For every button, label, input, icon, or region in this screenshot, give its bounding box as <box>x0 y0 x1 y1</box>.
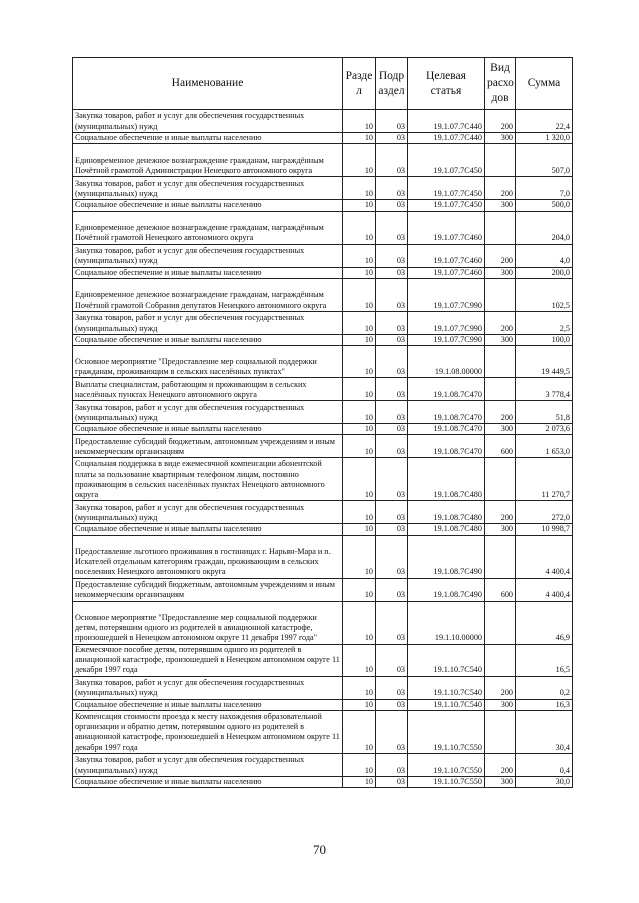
cell-expense-type: 300 <box>485 200 516 211</box>
table-row <box>73 644 573 676</box>
cell-razdel: 10 <box>343 144 376 177</box>
cell-expense-type: 200 <box>485 754 516 777</box>
cell-name: Предоставление льготного проживания в гостиницах г. Нарьян-Мара и п. Искателей отдельным категориям граждан, проживающим в сельских поселениях Ненецкого автономного округа <box>73 535 343 578</box>
cell-name: Единовременное денежное вознаграждение гражданам, награждённым Почётной грамотой Ненецкого автономного округа <box>73 211 343 244</box>
cell-expense-type <box>485 378 516 401</box>
cell-sum: 4 400,4 <box>516 535 573 578</box>
cell-expense-type <box>485 711 516 754</box>
table-row <box>73 110 573 133</box>
cell-razdel: 10 <box>343 777 376 788</box>
cell-podrazdel: 03 <box>376 676 408 699</box>
cell-name: Ежемесячное пособие детям, потерявшим одного из родителей в авиационной катастрофе, произошедшей в Ненецком автономном округе 11 декабря 1997 года <box>73 644 343 676</box>
cell-razdel: 10 <box>343 244 376 267</box>
table-row <box>73 401 573 424</box>
cell-name: Социальное обеспечение и иные выплаты населению <box>73 334 343 345</box>
cell-name: Закупка товаров, работ и услуг для обеспечения государственных (муниципальных) нужд <box>73 754 343 777</box>
cell-target-article: 19.1.08.7С470 <box>408 378 485 401</box>
cell-target-article: 19.1.10.00000 <box>408 601 485 644</box>
table-row <box>73 435 573 458</box>
cell-podrazdel: 03 <box>376 578 408 601</box>
table-row <box>73 311 573 334</box>
cell-podrazdel: 03 <box>376 133 408 144</box>
cell-name: Выплаты специалистам, работающим и проживающим в сельских населённых пунктах Ненецкого автономного округа <box>73 378 343 401</box>
cell-target-article: 19.1.07.7С990 <box>408 311 485 334</box>
table-row <box>73 424 573 435</box>
cell-razdel: 10 <box>343 378 376 401</box>
cell-target-article: 19.1.07.7С460 <box>408 211 485 244</box>
cell-target-article: 19.1.08.00000 <box>408 346 485 378</box>
cell-razdel: 10 <box>343 334 376 345</box>
cell-expense-type <box>485 144 516 177</box>
cell-sum: 500,0 <box>516 200 573 211</box>
cell-razdel: 10 <box>343 501 376 524</box>
cell-target-article: 19.1.08.7С490 <box>408 535 485 578</box>
cell-podrazdel: 03 <box>376 267 408 278</box>
cell-sum: 30,4 <box>516 711 573 754</box>
cell-name: Единовременное денежное вознаграждение гражданам, награждённым Почётной грамотой Администрации Ненецкого автономного округа <box>73 144 343 177</box>
cell-expense-type <box>485 458 516 501</box>
cell-name: Основное мероприятие "Предоставление мер социальной поддержки гражданам, проживающим в сельских населённых пунктах" <box>73 346 343 378</box>
table-body <box>73 110 573 788</box>
cell-sum: 204,0 <box>516 211 573 244</box>
cell-target-article: 19.1.08.7С470 <box>408 435 485 458</box>
cell-expense-type: 600 <box>485 578 516 601</box>
cell-name: Социальное обеспечение и иные выплаты населению <box>73 424 343 435</box>
cell-name: Единовременное денежное вознаграждение гражданам, награждённым Почётной грамотой Собрания депутатов Ненецкого автономного округа <box>73 278 343 311</box>
cell-podrazdel: 03 <box>376 501 408 524</box>
table-row <box>73 524 573 535</box>
cell-podrazdel: 03 <box>376 535 408 578</box>
cell-razdel: 10 <box>343 699 376 710</box>
table-row <box>73 601 573 644</box>
header-name: Наименование <box>73 58 343 110</box>
budget-table-page <box>72 57 572 788</box>
cell-razdel: 10 <box>343 110 376 133</box>
cell-sum: 200,0 <box>516 267 573 278</box>
cell-expense-type: 200 <box>485 244 516 267</box>
table-row <box>73 754 573 777</box>
cell-podrazdel: 03 <box>376 211 408 244</box>
table-row <box>73 777 573 788</box>
cell-name: Социальное обеспечение и иные выплаты населению <box>73 777 343 788</box>
header-expense-type: Вид расхо дов <box>485 58 516 110</box>
cell-sum: 30,0 <box>516 777 573 788</box>
table-header <box>73 58 573 110</box>
cell-sum: 2,5 <box>516 311 573 334</box>
cell-name: Предоставление субсидий бюджетным, автономным учреждениям и иным некоммерческим организациям <box>73 435 343 458</box>
cell-podrazdel: 03 <box>376 311 408 334</box>
cell-razdel: 10 <box>343 676 376 699</box>
cell-podrazdel: 03 <box>376 711 408 754</box>
cell-name: Закупка товаров, работ и услуг для обеспечения государственных (муниципальных) нужд <box>73 311 343 334</box>
cell-razdel: 10 <box>343 524 376 535</box>
cell-podrazdel: 03 <box>376 644 408 676</box>
cell-target-article: 19.1.07.7С990 <box>408 278 485 311</box>
cell-sum: 16,5 <box>516 644 573 676</box>
table-row <box>73 177 573 200</box>
cell-podrazdel: 03 <box>376 777 408 788</box>
cell-target-article: 19.1.10.7С540 <box>408 676 485 699</box>
cell-sum: 22,4 <box>516 110 573 133</box>
cell-razdel: 10 <box>343 133 376 144</box>
cell-sum: 11 270,7 <box>516 458 573 501</box>
cell-target-article: 19.1.10.7С550 <box>408 777 485 788</box>
cell-sum: 51,8 <box>516 401 573 424</box>
cell-sum: 16,3 <box>516 699 573 710</box>
cell-target-article: 19.1.10.7С540 <box>408 699 485 710</box>
cell-razdel: 10 <box>343 424 376 435</box>
cell-expense-type: 200 <box>485 311 516 334</box>
header-razdel: Разде л <box>343 58 376 110</box>
cell-name: Предоставление субсидий бюджетным, автономным учреждениям и иным некоммерческим организациям <box>73 578 343 601</box>
cell-podrazdel: 03 <box>376 401 408 424</box>
cell-sum: 2 073,6 <box>516 424 573 435</box>
cell-name: Социальное обеспечение и иные выплаты населению <box>73 133 343 144</box>
cell-target-article: 19.1.07.7С450 <box>408 200 485 211</box>
table-row <box>73 278 573 311</box>
cell-sum: 272,0 <box>516 501 573 524</box>
table-row <box>73 711 573 754</box>
cell-podrazdel: 03 <box>376 244 408 267</box>
cell-name: Закупка товаров, работ и услуг для обеспечения государственных (муниципальных) нужд <box>73 177 343 200</box>
table-row <box>73 501 573 524</box>
cell-target-article: 19.1.07.7С460 <box>408 267 485 278</box>
header-target-article: Целевая статья <box>408 58 485 110</box>
cell-name: Закупка товаров, работ и услуг для обеспечения государственных (муниципальных) нужд <box>73 401 343 424</box>
cell-sum: 102,5 <box>516 278 573 311</box>
cell-podrazdel: 03 <box>376 334 408 345</box>
cell-razdel: 10 <box>343 535 376 578</box>
table-row <box>73 378 573 401</box>
cell-target-article: 19.1.10.7С540 <box>408 644 485 676</box>
cell-podrazdel: 03 <box>376 346 408 378</box>
cell-target-article: 19.1.07.7С440 <box>408 110 485 133</box>
cell-name: Закупка товаров, работ и услуг для обеспечения государственных (муниципальных) нужд <box>73 676 343 699</box>
cell-podrazdel: 03 <box>376 601 408 644</box>
table-row <box>73 458 573 501</box>
cell-podrazdel: 03 <box>376 278 408 311</box>
cell-razdel: 10 <box>343 346 376 378</box>
cell-razdel: 10 <box>343 458 376 501</box>
cell-expense-type: 200 <box>485 401 516 424</box>
cell-target-article: 19.1.07.7С460 <box>408 244 485 267</box>
cell-razdel: 10 <box>343 435 376 458</box>
cell-razdel: 10 <box>343 401 376 424</box>
cell-target-article: 19.1.08.7С480 <box>408 524 485 535</box>
table-row <box>73 133 573 144</box>
cell-expense-type: 300 <box>485 133 516 144</box>
cell-podrazdel: 03 <box>376 378 408 401</box>
cell-podrazdel: 03 <box>376 524 408 535</box>
cell-target-article: 19.1.08.7С470 <box>408 424 485 435</box>
cell-name: Социальное обеспечение и иные выплаты населению <box>73 200 343 211</box>
cell-sum: 1 320,0 <box>516 133 573 144</box>
table-row <box>73 535 573 578</box>
cell-sum: 19 449,5 <box>516 346 573 378</box>
cell-name: Закупка товаров, работ и услуг для обеспечения государственных (муниципальных) нужд <box>73 501 343 524</box>
header-sum: Сумма <box>516 58 573 110</box>
cell-name: Закупка товаров, работ и услуг для обеспечения государственных (муниципальных) нужд <box>73 244 343 267</box>
cell-podrazdel: 03 <box>376 144 408 177</box>
cell-expense-type: 600 <box>485 435 516 458</box>
table-row <box>73 144 573 177</box>
cell-expense-type: 300 <box>485 524 516 535</box>
table-row <box>73 211 573 244</box>
cell-razdel: 10 <box>343 278 376 311</box>
cell-razdel: 10 <box>343 200 376 211</box>
table-row <box>73 244 573 267</box>
table-row <box>73 699 573 710</box>
cell-target-article: 19.1.10.7С550 <box>408 711 485 754</box>
cell-name: Социальное обеспечение и иные выплаты населению <box>73 267 343 278</box>
table-row <box>73 200 573 211</box>
cell-name: Компенсация стоимости проезда к месту нахождения образовательной организации и обратно детям, потерявшим одного из родителей в авиационной катастрофе, произошедшей в Ненецком автономном округе 11 декабря 1997 года <box>73 711 343 754</box>
cell-name: Закупка товаров, работ и услуг для обеспечения государственных (муниципальных) нужд <box>73 110 343 133</box>
cell-podrazdel: 03 <box>376 177 408 200</box>
cell-sum: 0,4 <box>516 754 573 777</box>
cell-expense-type: 300 <box>485 699 516 710</box>
page-number: 70 <box>313 842 326 857</box>
cell-razdel: 10 <box>343 267 376 278</box>
cell-podrazdel: 03 <box>376 110 408 133</box>
cell-target-article: 19.1.08.7С490 <box>408 578 485 601</box>
cell-target-article: 19.1.07.7С990 <box>408 334 485 345</box>
table-row <box>73 334 573 345</box>
cell-podrazdel: 03 <box>376 699 408 710</box>
table-row <box>73 578 573 601</box>
header-podrazdel: Подр аздел <box>376 58 408 110</box>
cell-podrazdel: 03 <box>376 435 408 458</box>
cell-razdel: 10 <box>343 754 376 777</box>
cell-expense-type: 200 <box>485 676 516 699</box>
table-row <box>73 346 573 378</box>
cell-razdel: 10 <box>343 578 376 601</box>
cell-expense-type <box>485 644 516 676</box>
cell-target-article: 19.1.10.7С550 <box>408 754 485 777</box>
cell-expense-type: 200 <box>485 110 516 133</box>
budget-table <box>72 57 573 788</box>
cell-expense-type <box>485 211 516 244</box>
cell-sum: 7,0 <box>516 177 573 200</box>
cell-razdel: 10 <box>343 644 376 676</box>
cell-razdel: 10 <box>343 711 376 754</box>
cell-podrazdel: 03 <box>376 458 408 501</box>
cell-podrazdel: 03 <box>376 424 408 435</box>
cell-razdel: 10 <box>343 211 376 244</box>
cell-expense-type: 300 <box>485 777 516 788</box>
cell-sum: 100,0 <box>516 334 573 345</box>
cell-expense-type <box>485 346 516 378</box>
cell-sum: 10 998,7 <box>516 524 573 535</box>
cell-expense-type <box>485 278 516 311</box>
cell-sum: 4 400,4 <box>516 578 573 601</box>
cell-podrazdel: 03 <box>376 200 408 211</box>
cell-target-article: 19.1.07.7С450 <box>408 144 485 177</box>
cell-target-article: 19.1.07.7С440 <box>408 133 485 144</box>
cell-expense-type: 200 <box>485 501 516 524</box>
cell-name: Социальная поддержка в виде ежемесячной компенсации абонентской платы за пользование квартирным телефоном лицам, постоянно проживающим в сельских населённых пунктах Ненецкого автономного округа <box>73 458 343 501</box>
cell-expense-type: 300 <box>485 334 516 345</box>
cell-name: Основное мероприятие "Предоставление мер социальной поддержки детям, потерявшим одного из родителей в авиационной катастрофе, произошедшей в Ненецком автономном округе 11 декабря 1997 года" <box>73 601 343 644</box>
cell-target-article: 19.1.08.7С480 <box>408 501 485 524</box>
table-row <box>73 267 573 278</box>
cell-expense-type: 300 <box>485 424 516 435</box>
cell-razdel: 10 <box>343 311 376 334</box>
cell-target-article: 19.1.08.7С470 <box>408 401 485 424</box>
cell-name: Социальное обеспечение и иные выплаты населению <box>73 524 343 535</box>
cell-razdel: 10 <box>343 177 376 200</box>
cell-sum: 46,9 <box>516 601 573 644</box>
table-row <box>73 676 573 699</box>
cell-razdel: 10 <box>343 601 376 644</box>
cell-name: Социальное обеспечение и иные выплаты населению <box>73 699 343 710</box>
cell-sum: 4,0 <box>516 244 573 267</box>
cell-expense-type <box>485 535 516 578</box>
cell-sum: 0,2 <box>516 676 573 699</box>
cell-sum: 1 653,0 <box>516 435 573 458</box>
cell-podrazdel: 03 <box>376 754 408 777</box>
cell-target-article: 19.1.07.7С450 <box>408 177 485 200</box>
cell-expense-type: 300 <box>485 267 516 278</box>
cell-target-article: 19.1.08.7С480 <box>408 458 485 501</box>
cell-sum: 3 778,4 <box>516 378 573 401</box>
cell-expense-type: 200 <box>485 177 516 200</box>
cell-sum: 507,0 <box>516 144 573 177</box>
cell-expense-type <box>485 601 516 644</box>
